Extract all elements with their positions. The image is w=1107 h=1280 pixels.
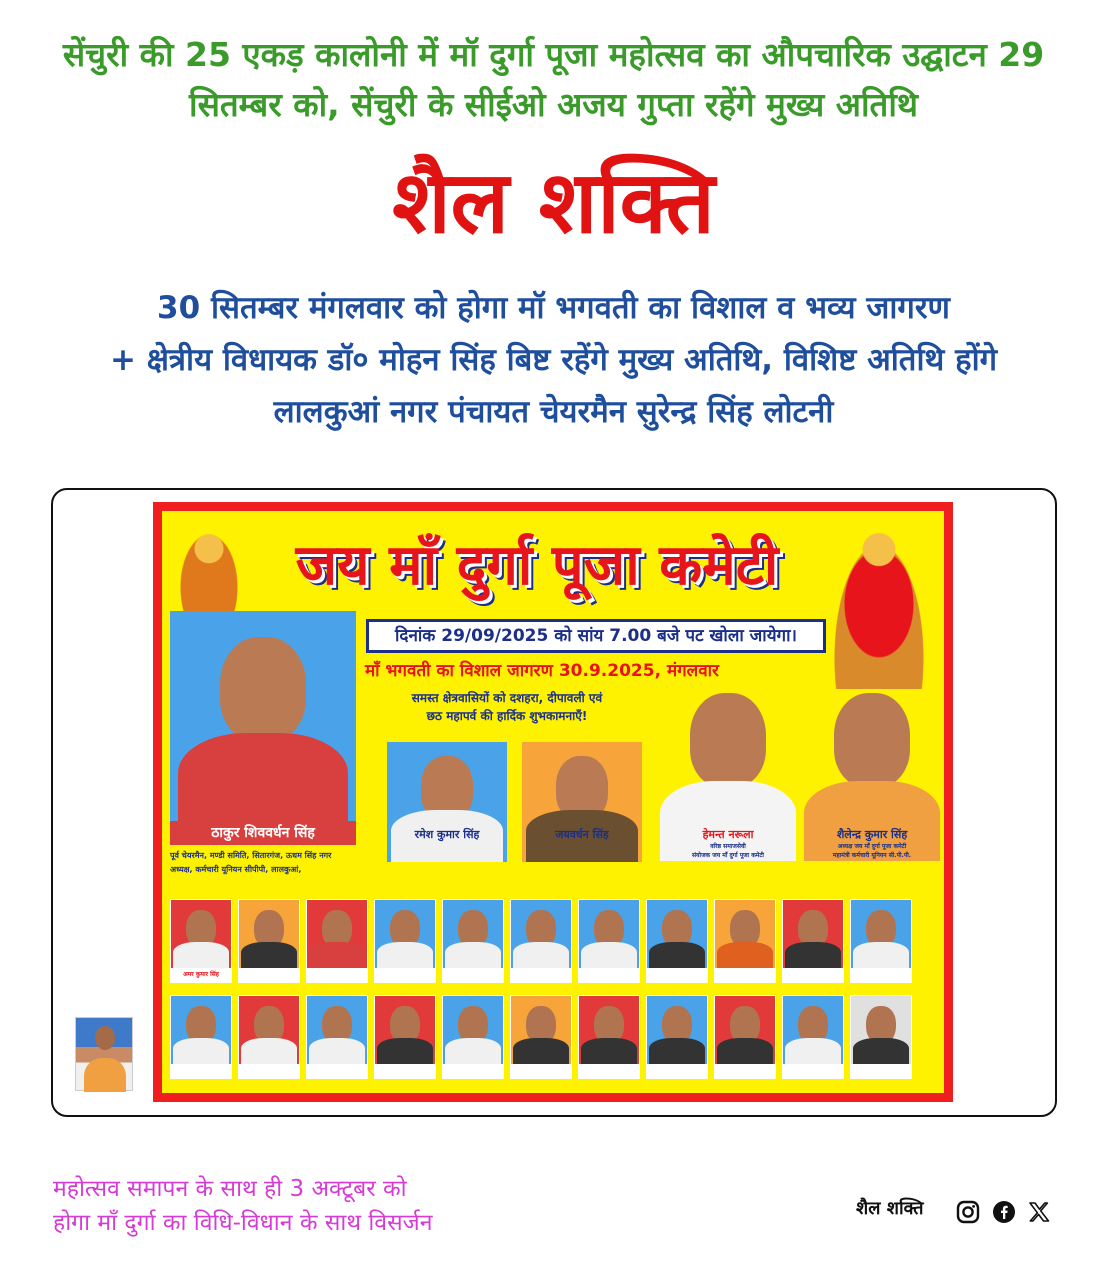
member-label: अमर कुमार सिंह	[171, 968, 231, 982]
greeting-line2: छठ महापर्व की हार्दिक शुभकामनाएँ!	[426, 709, 588, 723]
member-photo	[578, 899, 640, 983]
headline	[20, 30, 1087, 130]
main-person-name: ठाकुर शिववर्धन सिंह	[170, 821, 356, 845]
footer-brand: शैल शक्ति	[856, 1198, 924, 1219]
durga-illustration	[824, 519, 934, 689]
member-label	[307, 1064, 367, 1078]
featured-sub-3b: संयोजक जय माँ दुर्गा पूजा कमेटी	[692, 852, 764, 859]
member-photo	[306, 995, 368, 1079]
member-photo	[170, 899, 232, 983]
member-label	[783, 1064, 843, 1078]
poster-image	[153, 502, 953, 1102]
member-photo	[442, 899, 504, 983]
instagram-icon[interactable]	[956, 1200, 980, 1224]
member-label	[443, 1064, 503, 1078]
featured-photo-2	[522, 742, 642, 862]
member-photo	[714, 899, 776, 983]
member-photo	[714, 995, 776, 1079]
member-grid-row-2	[170, 995, 912, 1079]
featured-name-2: जयवर्धन सिंह	[555, 828, 609, 841]
featured-sub-3a: वरिष्ठ समाजसेवी	[710, 843, 746, 850]
featured-sub-4a: अध्यक्ष जय माँ दुर्गा पूजा कमेटी	[837, 843, 907, 850]
member-photo	[374, 899, 436, 983]
main-person-sub2: अध्यक्ष, कर्मचारी यूनियन सीपीपी, लालकुआं,	[170, 865, 302, 874]
featured-photo-1	[387, 742, 507, 862]
member-photo	[238, 899, 300, 983]
member-label	[511, 968, 571, 982]
member-photo	[306, 899, 368, 983]
subhead-line3: लालकुआं नगर पंचायत चेयरमैन सुरेन्द्र सिंह लोटनी	[273, 394, 834, 430]
member-label	[511, 1064, 571, 1078]
featured-name-4: शैलेन्द्र कुमार सिंह	[836, 828, 908, 841]
main-person-sub1: पूर्व चेयरमैन, मण्डी समिति, सितारगंज, ऊधम सिंह नगर	[170, 851, 332, 860]
member-label	[375, 968, 435, 982]
facebook-icon[interactable]	[992, 1200, 1016, 1224]
footer-note-line1: महोत्सव समापन के साथ ही 3 अक्टूबर को	[53, 1176, 407, 1202]
member-photo	[442, 995, 504, 1079]
member-label	[851, 968, 911, 982]
subhead-line1: 30 सितम्बर मंगलवार को होगा मॉ भगवती का विशाल व भव्य जागरण	[157, 290, 950, 326]
subhead-line2: + क्षेत्रीय विधायक डॉ० मोहन सिंह बिष्ट रहेंगे मुख्य अतिथि, विशिष्ट अतिथि होंगे	[109, 342, 998, 378]
hanuman-illustration	[174, 523, 244, 615]
member-label	[783, 968, 843, 982]
member-photo	[646, 995, 708, 1079]
featured-name-1: रमेश कुमार सिंह	[414, 828, 480, 841]
headline-line1: सेंचुरी की 25 एकड़ कालोनी में मॉ दुर्गा पूजा महोत्सव का औपचारिक उद्घाटन 29	[62, 35, 1045, 74]
member-label	[647, 1064, 707, 1078]
member-label	[579, 968, 639, 982]
poster-title: जय माँ दुर्गा पूजा कमेटी	[295, 532, 779, 598]
member-photo	[510, 995, 572, 1079]
featured-face-4	[834, 693, 910, 787]
member-label	[647, 968, 707, 982]
subhead	[40, 282, 1067, 438]
member-photo	[578, 995, 640, 1079]
member-label	[851, 1064, 911, 1078]
x-icon[interactable]	[1027, 1200, 1051, 1224]
member-label	[579, 1064, 639, 1078]
greeting-line1: समस्त क्षेत्रवासियों को दशहरा, दीपावली एवं	[411, 691, 603, 705]
member-label	[171, 1064, 231, 1078]
member-photo	[374, 995, 436, 1079]
footer-note	[53, 1172, 573, 1240]
member-label	[307, 968, 367, 982]
main-person-sub	[170, 849, 380, 877]
brand-title: शैल शक्ति	[392, 152, 715, 253]
thumbnail-face	[95, 1026, 115, 1050]
main-person-torso	[178, 733, 348, 833]
member-photo	[782, 995, 844, 1079]
thumbnail-body	[84, 1058, 126, 1092]
member-photo	[850, 899, 912, 983]
member-label	[715, 1064, 775, 1078]
member-photo	[510, 899, 572, 983]
member-grid-row-1	[170, 899, 912, 983]
headline-line2: सितम्बर को, सेंचुरी के सीईओ अजय गुप्ता रहेंगे मुख्य अतिथि	[189, 85, 918, 124]
date-banner: दिनांक 29/09/2025 को सांय 7.00 बजे पट खोला जायेगा।	[366, 619, 826, 653]
featured-sub-4b: महामंत्री कर्मचारी यूनियन सी.पी.पी.	[832, 852, 912, 859]
member-photo	[646, 899, 708, 983]
member-photo	[170, 995, 232, 1079]
member-label	[239, 968, 299, 982]
main-person-face	[220, 637, 306, 741]
member-photo	[850, 995, 912, 1079]
member-label	[715, 968, 775, 982]
member-photo	[238, 995, 300, 1079]
member-label	[375, 1064, 435, 1078]
featured-face-3	[690, 693, 766, 787]
greeting	[362, 689, 652, 725]
member-photo	[782, 899, 844, 983]
side-thumbnail	[75, 1017, 133, 1091]
poster-inner	[162, 511, 944, 1093]
member-label	[443, 968, 503, 982]
member-label	[239, 1064, 299, 1078]
jagran-line: माँ भगवती का विशाल जागरण 30.9.2025, मंगलवार	[364, 661, 720, 681]
featured-name-3: हेमन्त नरूला	[702, 828, 754, 841]
main-person-photo	[170, 611, 356, 833]
footer-note-line2: होगा माँ दुर्गा का विधि-विधान के साथ विसर्जन	[53, 1210, 433, 1236]
